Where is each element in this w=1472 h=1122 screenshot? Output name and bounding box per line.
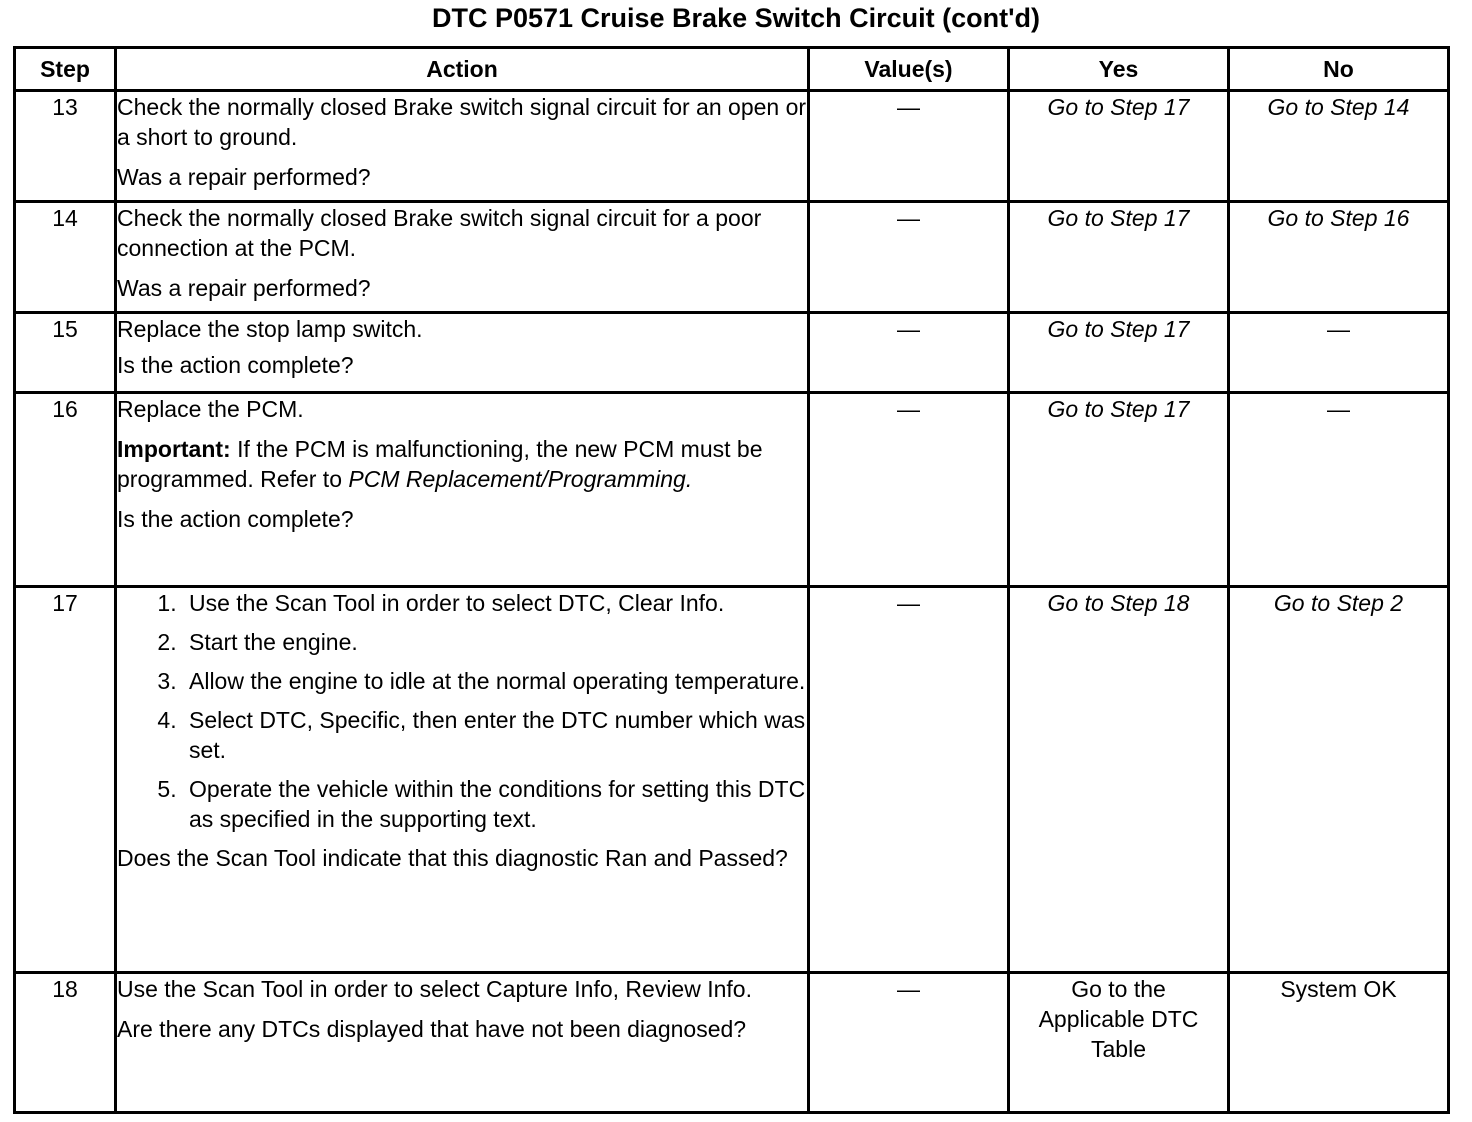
value-cell: — xyxy=(809,973,1009,1113)
no-cell: Go to Step 16 xyxy=(1229,202,1449,313)
action-question: Was a repair performed? xyxy=(117,275,371,301)
important-note xyxy=(117,434,807,494)
list-item: 4. Select DTC, Specific, then enter the DTC number which was set. xyxy=(183,705,807,765)
list-item: 1. Use the Scan Tool in order to select DTC, Clear Info. xyxy=(183,588,807,618)
action-text: Use the Scan Tool in order to select Capture Info, Review Info. xyxy=(117,976,752,1002)
action-question: Is the action complete? xyxy=(117,506,354,532)
action-question: Are there any DTCs displayed that have not been diagnosed? xyxy=(117,1016,747,1042)
header-step: Step xyxy=(15,48,116,91)
list-item: 3. Allow the engine to idle at the normal operating temperature. xyxy=(183,666,807,696)
no-cell: Go to Step 14 xyxy=(1229,91,1449,202)
action-text: Check the normally closed Brake switch signal circuit for an open or a short to ground. xyxy=(117,94,807,150)
table-row xyxy=(15,393,1449,587)
action-cell xyxy=(116,587,809,973)
header-row xyxy=(15,48,1449,91)
value-cell: — xyxy=(809,313,1009,393)
value-cell: — xyxy=(809,393,1009,587)
action-cell xyxy=(116,202,809,313)
list-item: 5. Operate the vehicle within the conditions for setting this DTC as specified in the supporting text. xyxy=(183,774,807,834)
yes-cell: Go to Step 17 xyxy=(1009,313,1229,393)
no-cell: — xyxy=(1229,393,1449,587)
page-title: DTC P0571 Cruise Brake Switch Circuit (cont'd) xyxy=(431,3,1041,33)
no-cell: — xyxy=(1229,313,1449,393)
no-cell: System OK xyxy=(1229,973,1449,1113)
header-no: No xyxy=(1229,48,1449,91)
yes-cell: Go to Step 17 xyxy=(1009,91,1229,202)
important-reference: PCM Replacement/Programming. xyxy=(348,466,693,492)
no-cell: Go to Step 2 xyxy=(1229,587,1449,973)
yes-cell: Go to Step 18 xyxy=(1009,587,1229,973)
step-number: 14 xyxy=(15,202,116,313)
table-row xyxy=(15,91,1449,202)
table-row xyxy=(15,202,1449,313)
header-values: Value(s) xyxy=(809,48,1009,91)
action-text: Replace the PCM. xyxy=(117,396,304,422)
value-cell: — xyxy=(809,91,1009,202)
action-cell xyxy=(116,393,809,587)
important-text: If the PCM is malfunctioning, the new PCM must be programmed. Refer to xyxy=(117,436,763,492)
header-action: Action xyxy=(116,48,809,91)
table-row xyxy=(15,973,1449,1113)
action-cell xyxy=(116,91,809,202)
action-question: Was a repair performed? xyxy=(117,164,371,190)
important-label: Important: xyxy=(117,436,231,462)
table-row xyxy=(15,313,1449,393)
step-number: 18 xyxy=(15,973,116,1113)
header-yes: Yes xyxy=(1009,48,1229,91)
step-number: 13 xyxy=(15,91,116,202)
yes-cell: Go to Step 17 xyxy=(1009,393,1229,587)
step-number: 17 xyxy=(15,587,116,973)
action-cell xyxy=(116,313,809,393)
value-cell: — xyxy=(809,587,1009,973)
action-text: Check the normally closed Brake switch signal circuit for a poor connection at the PCM. xyxy=(117,205,762,261)
value-cell: — xyxy=(809,202,1009,313)
diagnostic-table xyxy=(13,46,1450,1114)
action-question: Does the Scan Tool indicate that this diagnostic Ran and Passed? xyxy=(117,845,788,871)
procedure-list xyxy=(117,588,807,834)
step-number: 15 xyxy=(15,313,116,393)
table-row xyxy=(15,587,1449,973)
action-text: Replace the stop lamp switch. xyxy=(117,316,423,342)
list-item: 2. Start the engine. xyxy=(183,627,807,657)
yes-cell: Go to the Applicable DTC Table xyxy=(1009,973,1229,1113)
action-question: Is the action complete? xyxy=(117,352,354,378)
yes-cell: Go to Step 17 xyxy=(1009,202,1229,313)
step-number: 16 xyxy=(15,393,116,587)
action-cell xyxy=(116,973,809,1113)
